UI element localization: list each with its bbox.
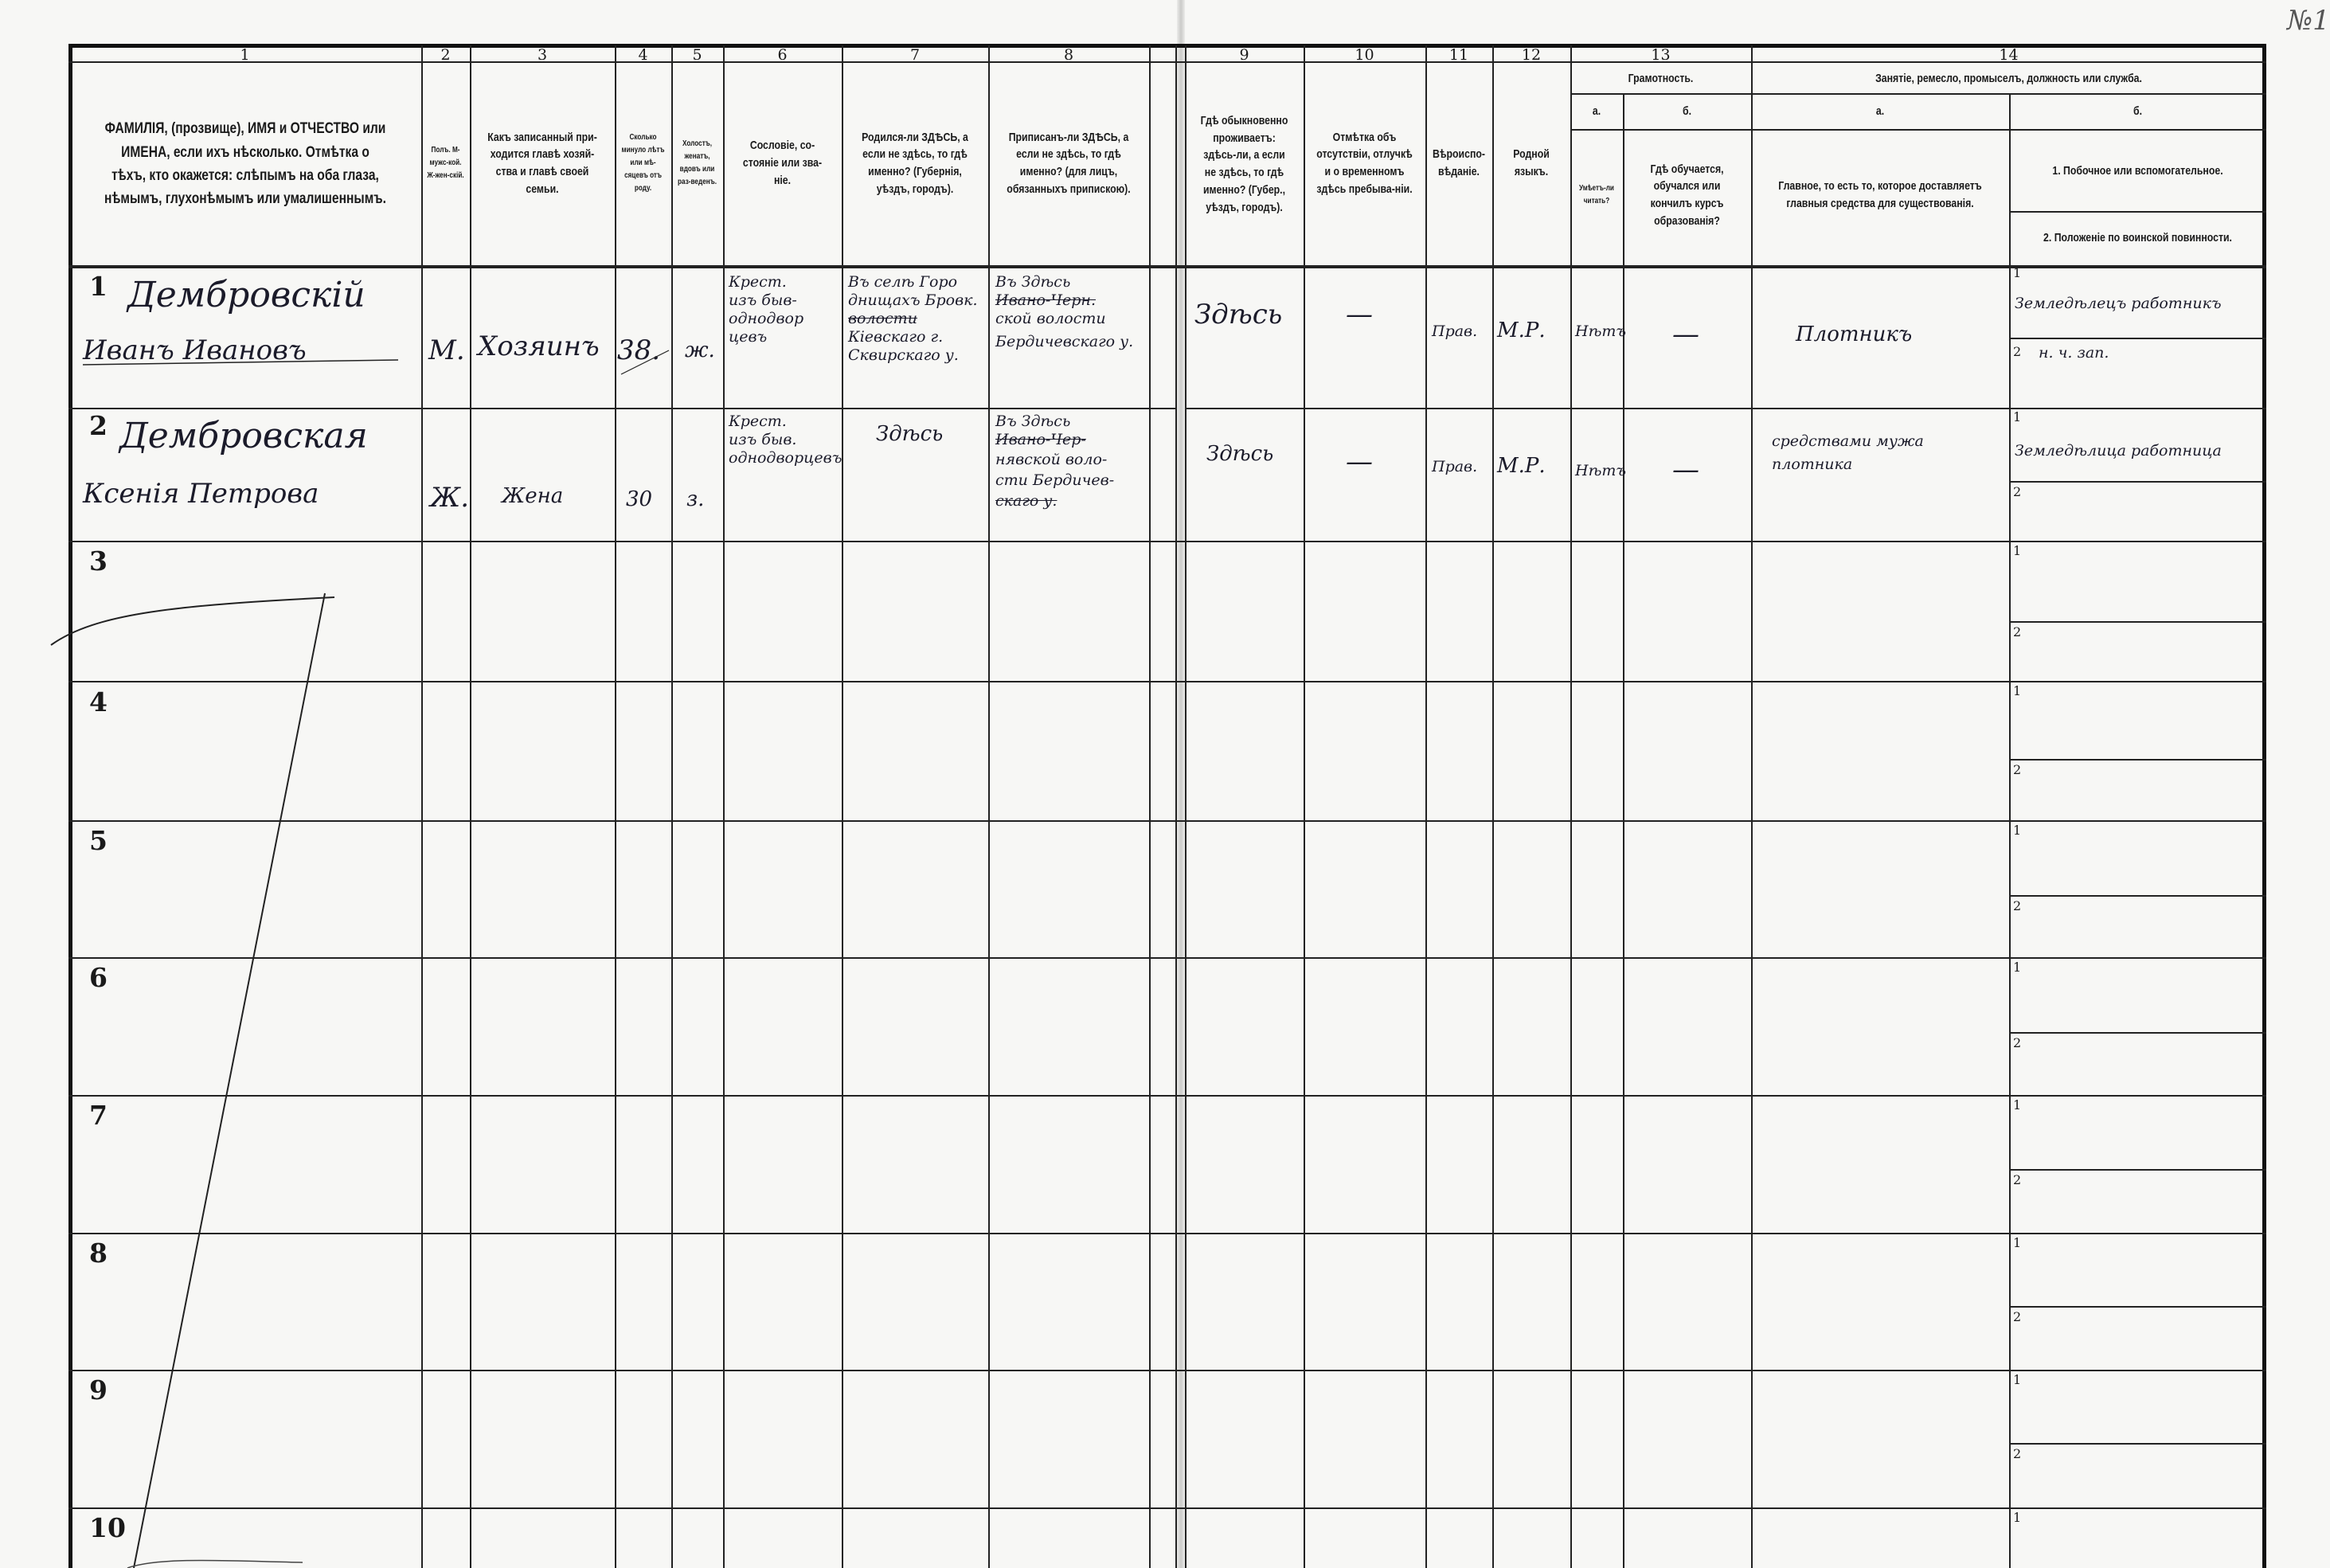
row-number: 7 — [89, 1100, 108, 1131]
sub-label: 1 — [2013, 1235, 2022, 1250]
row2-estate-line: однодворцевъ — [729, 449, 842, 467]
row1-residence: Здѣсь — [1194, 299, 1283, 330]
row1-born-line: Въ селѣ Горо — [848, 273, 958, 291]
row1-language: М.Р. — [1497, 319, 1546, 342]
sub-label: 2 — [2013, 1309, 2022, 1324]
column-number: 13 — [1651, 46, 1671, 64]
row2-registered-line: нявской воло- — [995, 451, 1108, 468]
header-education: Гдѣ обучается, обучался или кончилъ курсъ образованія? — [1650, 162, 1724, 228]
row1-sex: М. — [428, 334, 465, 366]
sub-label: 1 — [2013, 683, 2022, 698]
sub-label: 1 — [2013, 543, 2022, 558]
row2-sex: Ж. — [430, 482, 470, 514]
header-religion: Вѣроиспо-вѣданіе. — [1433, 147, 1486, 178]
header-sex: Полъ. М-мужс-кой. Ж-жен-скій. — [427, 146, 464, 180]
header-birthplace: Родился-ли ЗДѢСЬ, а если не здѣсь, то гдѣ именно? (Губернія, уѣздъ, городъ). — [862, 130, 968, 196]
row1-education: — — [1672, 319, 1699, 350]
row1-given-names: Иванъ Ивановъ — [83, 334, 307, 366]
column-number: 7 — [909, 46, 921, 64]
header-marital: Холостъ, женатъ, вдовъ или раз-веденъ. — [678, 139, 717, 186]
header-occupation-a-label: а. — [1875, 104, 1885, 119]
row-number: 4 — [89, 686, 108, 718]
header-side-occupation: 1. Побочное или вспомогательное. — [2052, 164, 2223, 178]
header-main-occupation: Главное, то есть то, которое доставляетъ главныя средства для существованія. — [1778, 179, 1982, 210]
row1-estate-line: изъ быв- — [729, 291, 797, 309]
sub-label: 2 — [2013, 1446, 2022, 1461]
sub-label: 2 — [2013, 762, 2022, 777]
header-occupation-b-label: б. — [2133, 104, 2143, 119]
header-literacy-a-label: а. — [1592, 104, 1601, 119]
header-age: Сколько минуло лѣтъ или мѣ-сяцевъ отъ роду. — [621, 133, 665, 193]
row1-born-line: волости — [848, 310, 917, 327]
sub-label: 2 — [2013, 624, 2022, 639]
column-number: 5 — [692, 46, 702, 64]
sub-label: 1 — [2013, 265, 2022, 280]
row1-relation: Хозяинъ — [478, 330, 600, 362]
header-literacy: Грамотность. — [1628, 72, 1694, 86]
row2-registered-line: сти Бердичев- — [995, 471, 1115, 489]
row1-born-line: Сквирскаго у. — [848, 346, 959, 364]
column-number: 14 — [1999, 46, 2019, 64]
row2-registered-line: Ивано-Чер- — [995, 431, 1086, 448]
row2-absence: — — [1346, 446, 1373, 478]
header-estate: Сословіе, со-стояніе или зва-ніе. — [742, 139, 823, 187]
row-number: 6 — [89, 962, 108, 993]
column-number: 8 — [1063, 46, 1074, 64]
row2-religion: Прав. — [1432, 458, 1478, 475]
row2-estate-line: изъ быв. — [729, 431, 797, 448]
column-number: 11 — [1448, 46, 1469, 64]
row-number: 3 — [89, 545, 108, 577]
header-literacy-b-label: б. — [1682, 104, 1692, 119]
sub-label: 2 — [2013, 898, 2022, 913]
row1-born-line: Кіевскаго г. — [848, 328, 944, 346]
row2-language: М.Р. — [1497, 454, 1546, 478]
row1-registered-line: Бердичевскаго у. — [995, 333, 1134, 350]
row1-religion: Прав. — [1432, 323, 1478, 340]
row1-surname: Дембровскій — [127, 275, 366, 315]
row-number: 1 — [89, 271, 108, 302]
header-name: ФАМИЛІЯ, (прозвище), ИМЯ и ОТЧЕСТВО или ИМЕНА, если ихъ нѣсколько. Отмѣтка о тѣхъ, кто окажется: слѣпымъ на оба глаза, нѣмымъ, глухонѣмымъ или умалишеннымъ. — [104, 120, 386, 208]
row2-education: — — [1672, 454, 1699, 486]
row-number: 8 — [89, 1238, 108, 1269]
row-number: 10 — [89, 1512, 126, 1543]
row2-registered-line: Въ Здѣсь — [995, 413, 1071, 430]
row2-given-names: Ксенія Петрова — [83, 478, 319, 510]
header-language: Родной языкъ. — [1513, 147, 1550, 178]
sub-label: 2 — [2013, 344, 2022, 359]
row2-residence: Здѣсь — [1206, 442, 1274, 466]
sub-label: 2 — [2013, 484, 2022, 499]
row2-occupation: средствами мужа плотника — [1772, 432, 1924, 473]
row1-born-line: днищахъ Бровк. — [848, 291, 978, 309]
row2-marital: з. — [686, 487, 705, 511]
column-number: 1 — [240, 46, 250, 64]
sub-label: 2 — [2013, 1035, 2022, 1050]
header-relation: Какъ записанный при-ходится главѣ хозяй-ства и главѣ своей семьи. — [487, 130, 597, 196]
row1-absence: — — [1346, 299, 1373, 330]
header-occupation: Занятіе, ремесло, промыселъ, должность или служба. — [1875, 72, 2142, 86]
sub-label: 1 — [2013, 1097, 2022, 1112]
row1-side-occupation: Земледѣлецъ работникъ — [2015, 295, 2222, 312]
row1-military: н. ч. зап. — [2039, 344, 2109, 362]
row1-registered-line: ской волости — [995, 310, 1106, 327]
header-absence: Отмѣтка объ отсутствіи, отлучкѣ и о временномъ здѣсь пребыва-ніи. — [1316, 130, 1413, 196]
column-number: 10 — [1355, 46, 1374, 64]
row1-occupation: Плотникъ — [1796, 323, 1913, 346]
row-number: 9 — [89, 1374, 108, 1406]
header-registered: Приписанъ-ли ЗДѢСЬ, а если не здѣсь, то гдѣ именно? (для лицъ, обязанныхъ припискою). — [1007, 130, 1131, 196]
row2-estate-line: Крест. — [729, 413, 787, 430]
sub-label: 1 — [2013, 409, 2022, 424]
header-military: 2. Положеніе по воинской повинности. — [2043, 231, 2232, 245]
column-number: 3 — [537, 46, 548, 64]
column-number: 12 — [1521, 46, 1542, 64]
row1-estate-line: цевъ — [729, 328, 768, 346]
header-residence: Гдѣ обыкновенно проживаетъ: здѣсь-ли, а если не здѣсь, то гдѣ именно? (Губер., уѣздъ, городъ). — [1200, 113, 1288, 214]
row1-literate: Нѣтъ — [1575, 323, 1627, 340]
row2-registered-line: скаго у. — [995, 492, 1057, 510]
row1-age: 38. — [617, 334, 661, 366]
row2-born: Здѣсь — [876, 422, 944, 446]
row2-relation: Жена — [502, 484, 564, 508]
row2-side-occupation: Земледѣлица работница — [2015, 442, 2222, 459]
row2-age: 30 — [626, 487, 653, 511]
column-number: 6 — [777, 46, 788, 64]
row1-estate-line: Крест. — [729, 273, 787, 291]
row2-literate: Нѣтъ — [1575, 462, 1627, 479]
row1-registered-line: Ивано-Черн. — [995, 291, 1096, 309]
column-number: 9 — [1239, 46, 1249, 64]
column-number: 4 — [638, 46, 648, 64]
row1-marital: ж. — [685, 338, 715, 362]
sub-label: 1 — [2013, 960, 2022, 975]
sub-label: 2 — [2013, 1172, 2022, 1187]
header-can-read: Умѣетъ-ли читать? — [1579, 184, 1614, 205]
row2-surname: Дембровская — [119, 416, 368, 456]
column-number: 2 — [440, 46, 451, 64]
row-number: 2 — [89, 410, 108, 441]
corner-mark: №1 — [2287, 5, 2330, 37]
sub-label: 1 — [2013, 823, 2022, 838]
sub-label: 1 — [2013, 1372, 2022, 1387]
row1-estate-line: однодвор — [729, 310, 804, 327]
sub-label: 1 — [2013, 1510, 2022, 1525]
row1-registered-line: Въ Здѣсь — [995, 273, 1071, 291]
row-number: 5 — [89, 825, 108, 856]
